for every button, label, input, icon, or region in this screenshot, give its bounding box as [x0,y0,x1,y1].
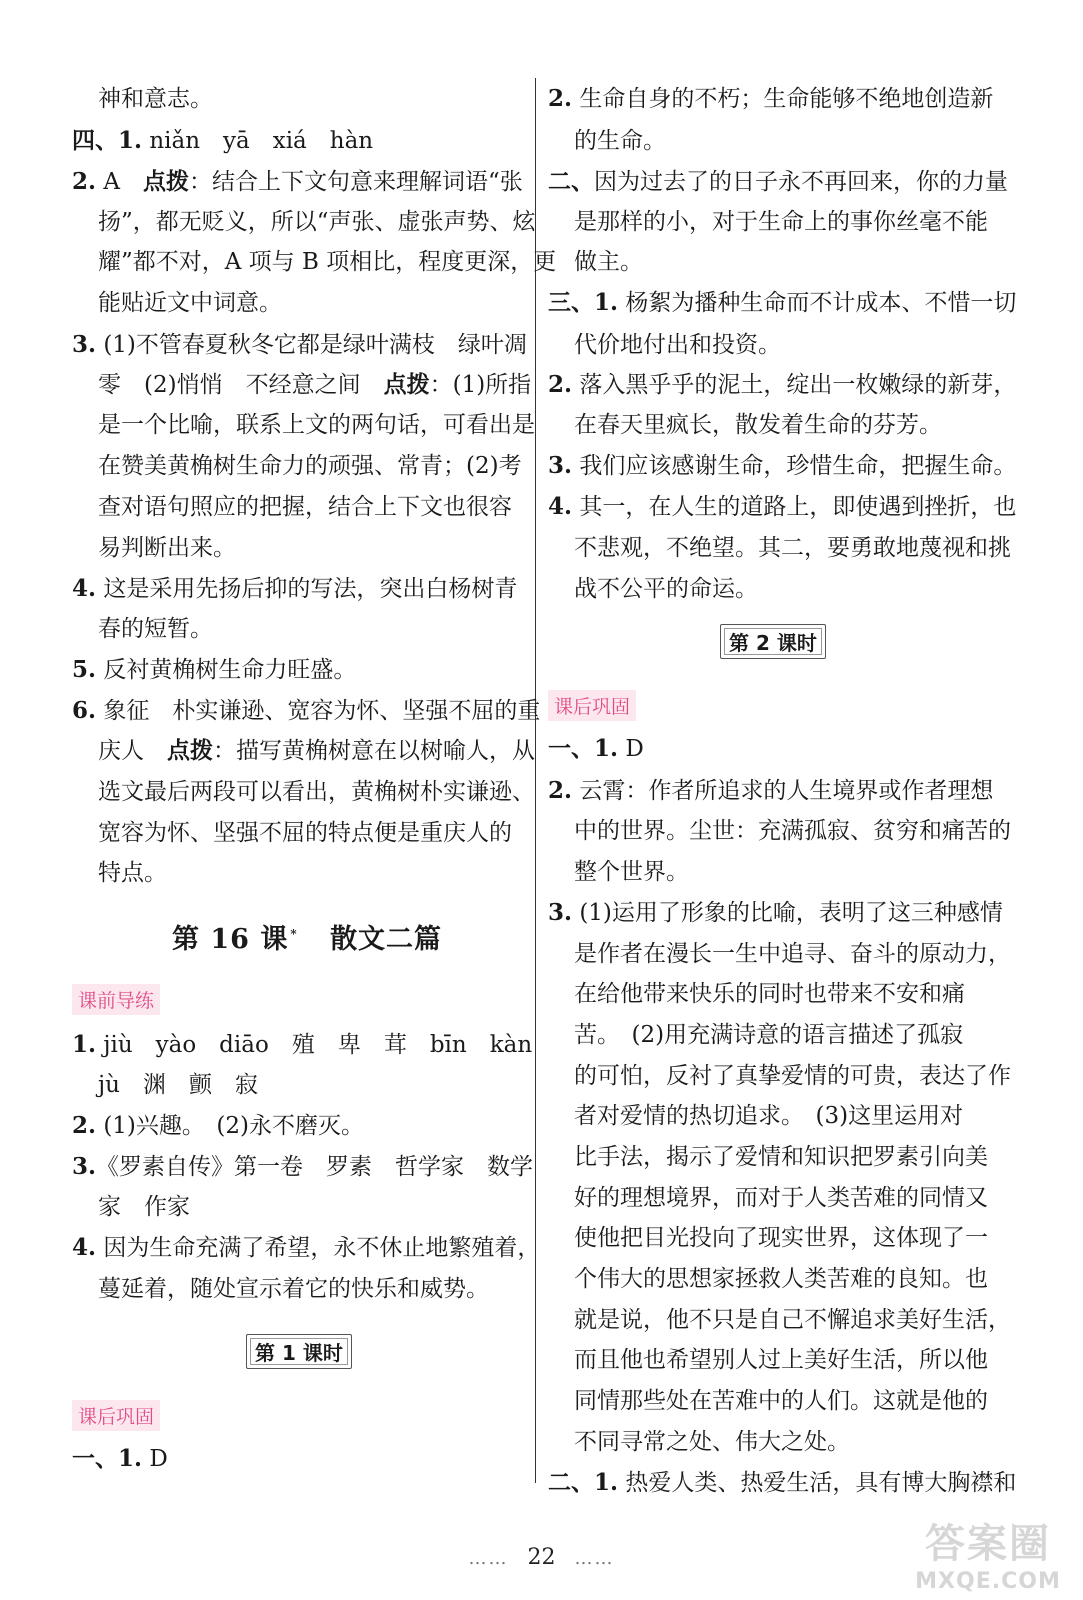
text-line: 4. 因为生命充满了希望，永不休止地繁殖着， [72,1234,541,1261]
lesson-number: 第 16 课 [172,924,289,955]
text-line: 好的理想境界，而对于人类苦难的同情又 [574,1185,988,1211]
text-line: 耀”都不对，A 项与 B 项相比，程度更深，更 [98,249,557,275]
text-line: 3.《罗素自传》第一卷 罗素 哲学家 数学 [72,1153,534,1180]
section-title [172,917,442,956]
text-line: 而且他也希望别人过上美好生活，所以他 [574,1347,988,1373]
text-line: 就是说，他不只是自己不懈追求美好生活， [574,1307,1011,1333]
text-line: 2. 云霄：作者所追求的人生境界或作者理想 [548,777,994,804]
text-line: 3. 我们应该感谢生命，珍惜生命，把握生命。 [548,452,1017,479]
text-line: 2. 落入黑乎乎的泥土，绽出一枚嫩绿的新芽， [548,371,1017,398]
text-line: 4. 这是采用先扬后抑的写法，突出白杨树青 [72,575,518,602]
text-line: 5. 反衬黄桷树生命力旺盛。 [72,656,357,683]
text-line: 在赞美黄桷树生命力的顽强、常青；(2)考 [98,453,522,479]
review-tag: 课后巩固 [72,1400,160,1431]
watermark-logo [913,1512,1063,1592]
lesson-period-2: 第 2 课时 [720,624,826,659]
text-line: 三、1. 杨絮为播种生命而不计成本、不惜一切 [548,289,1017,316]
text-line: 战不公平的命运。 [574,576,758,602]
page-number-value: 22 [527,1545,556,1570]
text-line: 代价地付出和投资。 [574,332,781,358]
text-line: 二、因为过去了的日子永不再回来，你的力量 [548,168,1008,195]
text-line: 查对语句照应的把握，结合上下文也很容 [98,494,512,520]
text-line: 是一个比喻，联系上文的两句话，可看出是 [98,412,535,438]
text-line: 特点。 [98,860,167,886]
text-line: 扬”，都无贬义，所以“声张、虚张声势、炫 [98,209,536,235]
text-line: 整个世界。 [574,859,689,885]
review-tag: 课后巩固 [548,690,636,721]
text-line: 个伟大的思想家拯救人类苦难的良知。也 [574,1266,988,1292]
text-line: 一、1. D [548,735,644,762]
text-line: 2. A 点拨：结合上下文句意来理解词语“张 [72,168,523,195]
text-line: 3. (1)运用了形象的比喻，表明了这三种感情 [548,899,1003,926]
text-line: 春的短暂。 [98,616,213,642]
text-line: 同情那些处在苦难中的人们。这就是他的 [574,1388,988,1414]
lesson-period-1: 第 1 课时 [246,1334,352,1369]
text-line: 3. (1)不管春夏秋冬它都是绿叶满枝 绿叶凋 [72,331,527,358]
text-line: 者对爱情的热切追求。 (3)这里运用对 [574,1103,964,1129]
text-line: 二、1. 热爱人类、热爱生活，具有博大胸襟和 [548,1469,1017,1496]
text-line: 不悲观，不绝望。其二，要勇敢地蔑视和挑 [574,535,1011,561]
text-line: 是那样的小，对于生命上的事你丝毫不能 [574,209,988,235]
text-line: 中的世界。尘世：充满孤寂、贫穷和痛苦的 [574,818,1011,844]
text-line: 神和意志。 [98,86,213,112]
column-divider [535,78,536,1483]
text-line: 选文最后两段可以看出，黄桷树朴实谦逊、 [98,779,535,805]
text-line: 1. jiù yào diāo 殖 卑 茸 bīn kàn [72,1031,533,1058]
text-line: 在春天里疯长，散发着生命的芬芳。 [574,412,942,438]
text-line: 易判断出来。 [98,535,236,561]
text-line: 一、1. D [72,1445,168,1472]
watermark-text: 答案圈 [925,1521,1051,1567]
text-line: 家 作家 [98,1194,190,1220]
text-line: 做主。 [574,249,643,275]
text-line: 庆人 点拨：描写黄桷树意在以树喻人，从 [98,737,535,764]
text-line: 宽容为怀、坚强不屈的特点便是重庆人的 [98,820,512,846]
text-line: 零 (2)悄悄 不经意之间 点拨：(1)所指 [98,371,532,398]
text-line: 蔓延着，随处宣示着它的快乐和威势。 [98,1276,489,1302]
preview-tag: 课前导练 [72,984,160,1015]
text-line: jù 渊 颤 寂 [98,1072,258,1098]
text-line: 苦。 (2)用充满诗意的语言描述了孤寂 [574,1022,964,1048]
text-line: 6. 象征 朴实谦逊、宽容为怀、坚强不屈的重 [72,697,541,724]
watermark-url: MXQE.COM [915,1569,1061,1594]
text-line: 是作者在漫长一生中追寻、奋斗的原动力， [574,941,1011,967]
text-line: 比手法，揭示了爱情和知识把罗素引向美 [574,1144,988,1170]
text-line: 能贴近文中词意。 [98,290,282,316]
page-dots-right: …… [574,1548,615,1569]
lesson-name: 散文二篇 [330,924,443,955]
text-line: 在给他带来快乐的同时也带来不安和痛 [574,981,965,1007]
text-line: 的可怕，反衬了真挚爱情的可贵，表达了作 [574,1063,1011,1089]
text-line: 的生命。 [574,128,666,154]
text-line: 使他把目光投向了现实世界，这体现了一 [574,1225,988,1251]
text-line: 四、1. niǎn yā xiá hàn [72,127,374,154]
text-line: 2. (1)兴趣。 (2)永不磨灭。 [72,1112,364,1139]
page-dots-left: …… [468,1548,509,1569]
text-line: 2. 生命自身的不朽；生命能够不绝地创造新 [548,85,994,112]
text-line: 4. 其一，在人生的道路上，即使遇到挫折，也 [548,493,1017,520]
text-line: 不同寻常之处、伟大之处。 [574,1429,850,1455]
optional-mark: * [290,927,298,941]
